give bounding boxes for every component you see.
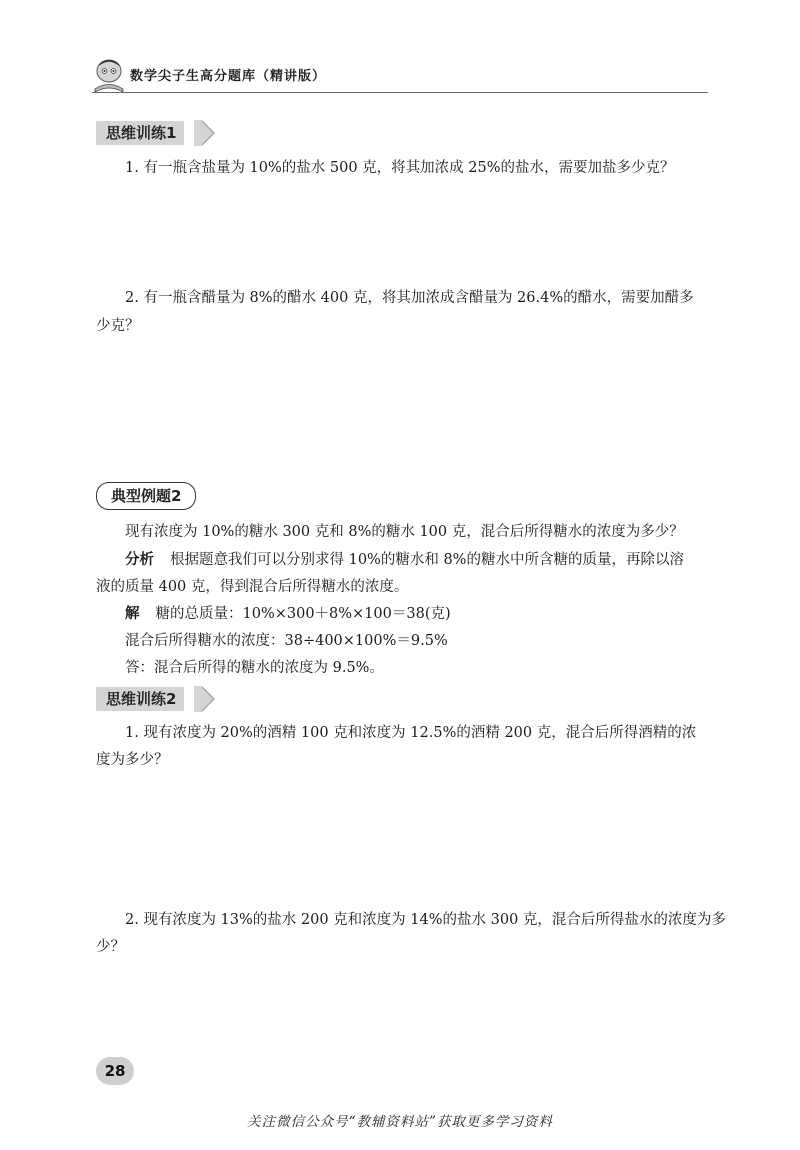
solution-label: 解 bbox=[125, 606, 140, 622]
example-2-label: 典型例题2 bbox=[96, 482, 196, 510]
training-1-label: 思维训练1 bbox=[96, 121, 184, 145]
solution-text: 糖的总质量：10%×300＋8%×100＝38(克) bbox=[155, 606, 451, 622]
analysis-label: 分析 bbox=[125, 552, 154, 568]
training-1-question-1: 1. 有一瓶含盐量为 10%的盐水 500 克，将其加浓成 25%的盐水，需要加盐多少克？ bbox=[125, 160, 675, 176]
example-2-answer: 答：混合后所得的糖水的浓度为 9.5%。 bbox=[125, 660, 384, 676]
training-2-question-2-line-1: 2. 现有浓度为 13%的盐水 200 克和浓度为 14%的盐水 300 克，混合后所得盐水的浓度为多 bbox=[125, 912, 726, 928]
arrow-tag-icon bbox=[194, 686, 216, 712]
training-1-question-2-line-2: 少克？ bbox=[96, 318, 140, 334]
arrow-tag-icon bbox=[194, 120, 216, 146]
mascot-logo-icon bbox=[92, 56, 126, 96]
header-divider bbox=[92, 92, 708, 93]
example-2-solution-line-2: 混合后所得糖水的浓度：38÷400×100%＝9.5% bbox=[125, 633, 448, 649]
page-number: 28 bbox=[96, 1057, 134, 1085]
example-2-analysis-line-1 bbox=[125, 548, 684, 572]
example-2-problem: 现有浓度为 10%的糖水 300 克和 8%的糖水 100 克，混合后所得糖水的浓度为多少？ bbox=[125, 524, 684, 540]
example-2-analysis-line-2: 液的质量 400 克，得到混合后所得糖水的浓度。 bbox=[96, 579, 409, 595]
analysis-text: 根据题意我们可以分别求得 10%的糖水和 8%的糖水中所含糖的质量，再除以溶 bbox=[170, 552, 684, 568]
training-2-question-2-line-2: 少？ bbox=[96, 939, 125, 955]
footer-note: 关注微信公众号“教辅资料站”获取更多学习资料 bbox=[247, 1114, 553, 1130]
book-title: 数学尖子生高分题库（精讲版） bbox=[130, 69, 327, 84]
example-2-solution-line-1 bbox=[125, 602, 451, 626]
training-2-label: 思维训练2 bbox=[96, 687, 184, 711]
training-2-question-1-line-1: 1. 现有浓度为 20%的酒精 100 克和浓度为 12.5%的酒精 200 克，混合后所得酒精的浓 bbox=[125, 725, 697, 741]
training-2-question-1-line-2: 度为多少？ bbox=[96, 752, 169, 768]
training-1-question-2-line-1: 2. 有一瓶含醋量为 8%的醋水 400 克，将其加浓成含醋量为 26.4%的醋水，需要加醋多 bbox=[125, 290, 694, 306]
